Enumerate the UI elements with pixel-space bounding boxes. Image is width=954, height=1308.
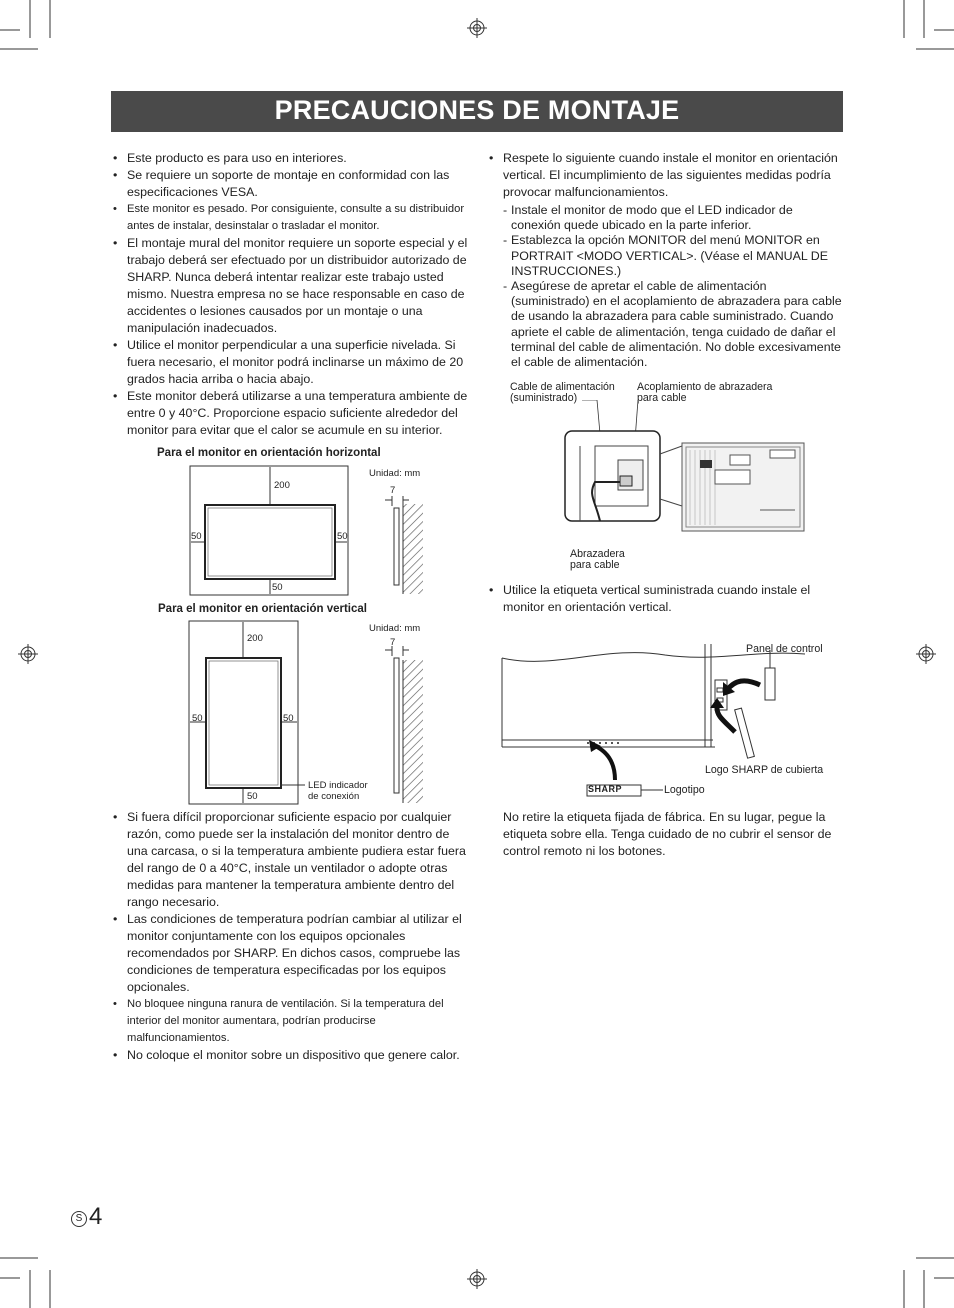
right-bullet-vertical-label: • Utilice la etiqueta vertical suministrada cuando instale el monitor en orientación vertical. bbox=[487, 582, 845, 616]
fig-horizontal-depth: 7 bbox=[390, 485, 396, 496]
registration-mark-top bbox=[467, 18, 487, 38]
fig-vertical-unit: Unidad: mm bbox=[369, 623, 421, 634]
clamp-label-1: Acoplamiento de abrazadera bbox=[637, 381, 773, 393]
bullet-item: • Este monitor deberá utilizarse a una temperatura ambiente de entre 0 y 40°C. Proporcione espacio suficiente alrededor del monitor para evitar que el calor se acumule en su interior. bbox=[111, 388, 469, 439]
page-title: PRECAUCIONES DE MONTAJE bbox=[274, 95, 680, 125]
bullet-item: • Utilice el monitor perpendicular a una superficie nivelada. Si fuera necesario, el monitor podrá inclinarse un máximo de 20 grados hacia arriba o hacia abajo. bbox=[111, 337, 469, 388]
fig-vertical-diagram bbox=[185, 618, 435, 806]
bullet-item: • Si fuera difícil proporcionar suficiente espacio por cualquier razón, como puede ser la instalación del monitor dentro de una carcasa, o si la temperatura ambiente pudiera estar fuera del rango de 0 a 40°C, instale un ventilador o adopte otras medidas para mantener la temperatura ambiente dentro del rango necesario. bbox=[111, 809, 469, 911]
fig-horizontal-left: 50 bbox=[191, 531, 202, 542]
fig-vertical-caption: Para el monitor en orientación vertical bbox=[158, 603, 367, 615]
fig-vertical-led-1: LED indicador bbox=[308, 780, 368, 791]
right-intro: • Respete lo siguiente cuando instale el monitor en orientación vertical. El incumplimiento de las siguientes medidas podría provocar malfuncionamientos. bbox=[487, 150, 845, 201]
registration-mark-bottom bbox=[467, 1269, 487, 1289]
fig-horizontal-top: 200 bbox=[274, 480, 290, 491]
sub-item: - Asegúrese de apretar el cable de alimentación (suministrado) en el acoplamiento de abrazadera para cable de usando la abrazadera para cable suministrado. Cuando apriete el cable de alimentación, tenga cuidado de dañar el terminal del cable de alimentación. No doble excesivamente el cable de alimentación. bbox=[503, 279, 845, 370]
fig-vertical-right: 50 bbox=[283, 713, 294, 724]
bullet-item: • Se requiere un soporte de montaje en conformidad con las especificaciones VESA. bbox=[111, 167, 469, 201]
bullet-item: • Las condiciones de temperatura podrían cambiar al utilizar el monitor conjuntamente con los equipos opcionales recomendados por SHARP. En dichos casos, compruebe las condiciones de temperatura especificadas por los equipos opcionales. bbox=[111, 911, 469, 996]
bullet-item: • El montaje mural del monitor requiere un soporte especial y el trabajo deberá ser efectuado por un distribuidor autorizado de SHARP. Nunca deberá intentar realizar este trabajo usted mismo. Nuestra empresa no se hace responsable en caso de accidentes o lesiones causados por un montaje o una manipulación inadecuados. bbox=[111, 235, 469, 337]
cable-label-1: Cable de alimentación bbox=[510, 381, 615, 393]
bullet-item: • No coloque el monitor sobre un dispositivo que genere calor. bbox=[111, 1047, 469, 1064]
abr-label-1: Abrazadera bbox=[570, 548, 625, 560]
cable-diagram bbox=[560, 400, 810, 548]
sub-item: - Establezca la opción MONITOR del menú MONITOR en PORTRAIT <MODO VERTICAL>. (Véase el MANUAL DE INSTRUCCIONES.) bbox=[503, 233, 845, 279]
sub-item: - Instale el monitor de modo que el LED indicador de conexión quede ubicado en la parte inferior. bbox=[503, 203, 845, 233]
sharp-logo: SHARP bbox=[588, 784, 623, 794]
fig-vertical-led-2: de conexión bbox=[308, 791, 360, 802]
clamp-label-2: para cable bbox=[637, 392, 687, 404]
fig-horizontal-right: 50 bbox=[337, 531, 348, 542]
fig-vertical-left: 50 bbox=[192, 713, 203, 724]
title-bar bbox=[111, 91, 843, 132]
fig-vertical-bottom: 50 bbox=[247, 791, 258, 802]
footer-lang-badge bbox=[71, 1211, 87, 1227]
left-bullets-top bbox=[111, 150, 469, 439]
abr-label-2: para cable bbox=[570, 559, 620, 571]
logo-label: Logotipo bbox=[664, 784, 705, 796]
right-note: No retire la etiqueta fijada de fábrica. En su lugar, pegue la etiqueta sobre ella. Tenga cuidado de no cubrir el sensor de control remoto ni los botones. bbox=[503, 810, 832, 858]
label-diagram bbox=[495, 640, 845, 800]
fig-horizontal-unit: Unidad: mm bbox=[369, 468, 421, 479]
bullet-item: • Este monitor es pesado. Por consiguiente, consulte a su distribuidor antes de instalar, desinstalar o trasladar el monitor. bbox=[111, 201, 469, 235]
registration-mark-left bbox=[18, 644, 38, 664]
fig-horizontal-diagram bbox=[185, 462, 435, 602]
right-bullets-1 bbox=[487, 150, 845, 201]
panel-label: Panel de control bbox=[746, 643, 823, 655]
fig-horizontal-caption: Para el monitor en orientación horizontal bbox=[157, 447, 381, 459]
footer-lang: S bbox=[75, 1213, 83, 1224]
cable-label-2: (suministrado) bbox=[510, 392, 578, 404]
registration-mark-right bbox=[916, 644, 936, 664]
fig-vertical-top: 200 bbox=[247, 633, 263, 644]
right-subs bbox=[503, 203, 845, 370]
fig-vertical-depth: 7 bbox=[390, 637, 396, 648]
fig-horizontal-bottom: 50 bbox=[272, 582, 283, 593]
logo-cover-label: Logo SHARP de cubierta bbox=[705, 764, 824, 776]
page-number: 4 bbox=[89, 1203, 103, 1230]
left-bullets-bottom bbox=[111, 809, 469, 1064]
bullet-item: • No bloquee ninguna ranura de ventilación. Si la temperatura del interior del monitor aumentara, podrían producirse malfuncionamientos. bbox=[111, 996, 469, 1047]
bullet-item: • Este producto es para uso en interiores. bbox=[111, 150, 469, 167]
right-bullets-2 bbox=[487, 582, 845, 616]
